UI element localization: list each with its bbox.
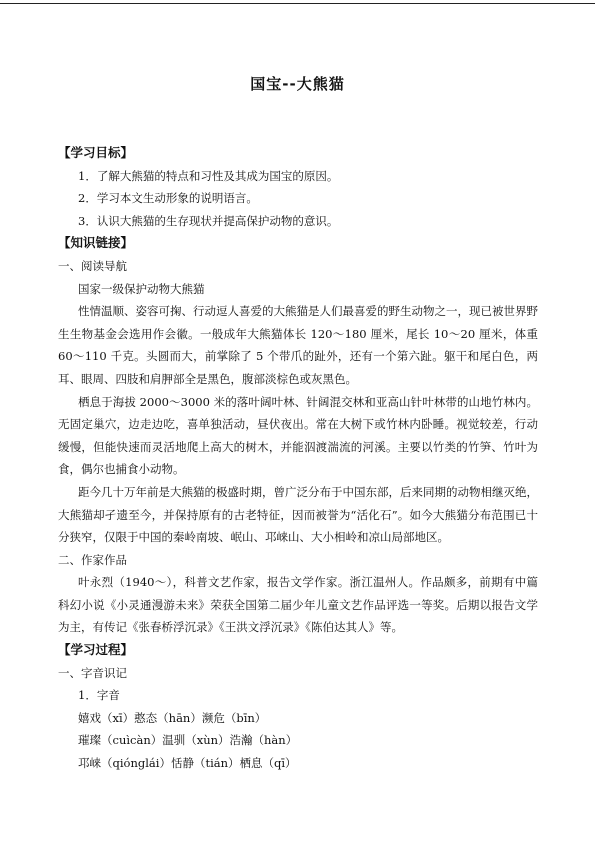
pronunciation-line: 璀璨（cuìcàn）温驯（xùn）浩瀚（hàn） — [78, 733, 298, 748]
process-heading: 【学习过程】 — [58, 642, 134, 658]
goal-item: 3．认识大熊猫的生存现状并提高保护动物的意识。 — [78, 213, 339, 228]
document-body — [58, 142, 538, 775]
page-title: 国宝--大熊猫 — [250, 75, 345, 93]
goal-item: 2．学习本文生动形象的说明语言。 — [78, 191, 258, 206]
knowledge-heading: 【知识链接】 — [58, 235, 134, 251]
pronunciation-heading: 一、字音识记 — [58, 665, 127, 680]
top-rule — [0, 3, 595, 4]
goal-item: 1．了解大熊猫的特点和习性及其成为国宝的原因。 — [78, 168, 339, 183]
reading-subtitle: 国家一级保护动物大熊猫 — [78, 281, 205, 296]
panda-paragraph: 栖息于海拔 2000～3000 米的落叶阔叶林、针阔混交林和亚高山针叶林带的山地竹林内。无固定巢穴，边走边吃，喜单独活动，昼伏夜出。常在大树下或竹林内卧睡。视觉较差，行动缓慢，但能快速而灵活地爬上高大的树木，并能泅渡湍流的河溪。主要以竹类的竹笋、竹叶为食，偶尔也捕食小动物。 — [58, 394, 538, 477]
panda-paragraph: 距今几十万年前是大熊猫的极盛时期，曾广泛分布于中国东部，后来同期的动物相继灭绝，大熊猫却孑遗至今，并保持原有的古老特征，因而被誉为“活化石”。如今大熊猫分布范围已十分狭窄，仅限于中国的秦岭南坡、岷山、邛崃山、大小相岭和凉山局部地区。 — [58, 484, 538, 545]
pronunciation-item-label: 1．字音 — [78, 688, 120, 703]
reading-guide-heading: 一、阅读导航 — [58, 258, 127, 273]
pronunciation-line: 邛崃（qiónglái）恬静（tián）栖息（qī） — [78, 756, 297, 771]
pronunciation-line: 嬉戏（xī）憨态（hān）濒危（bīn） — [78, 710, 267, 725]
author-paragraph: 叶永烈（1940～），科普文艺作家，报告文学作家。浙江温州人。作品颇多，前期有中篇科幻小说《小灵通漫游未来》荣获全国第二届少年儿童文艺作品评选一等奖。后期以报告文学为主，有传记《张春桥浮沉录》《王洪文浮沉录》《陈伯达其人》等。 — [58, 575, 538, 635]
author-heading: 二、作家作品 — [58, 552, 127, 567]
goals-heading: 【学习目标】 — [58, 145, 134, 160]
panda-paragraph: 性情温顺、姿容可掬、行动逗人喜爱的大熊猫是人们最喜爱的野生动物之一，现已被世界野生生物基金会选用作会徽。一般成年大熊猫体长 120～180 厘米，尾长 10～20 厘米，体重 60～110 千克。头圆而大，前掌除了 5 个带爪的趾外，还有一个第六趾。躯干和尾白色，两耳、眼周、四肢和肩胛部全是黑色，腹部淡棕色或灰黑色。 — [58, 304, 538, 386]
